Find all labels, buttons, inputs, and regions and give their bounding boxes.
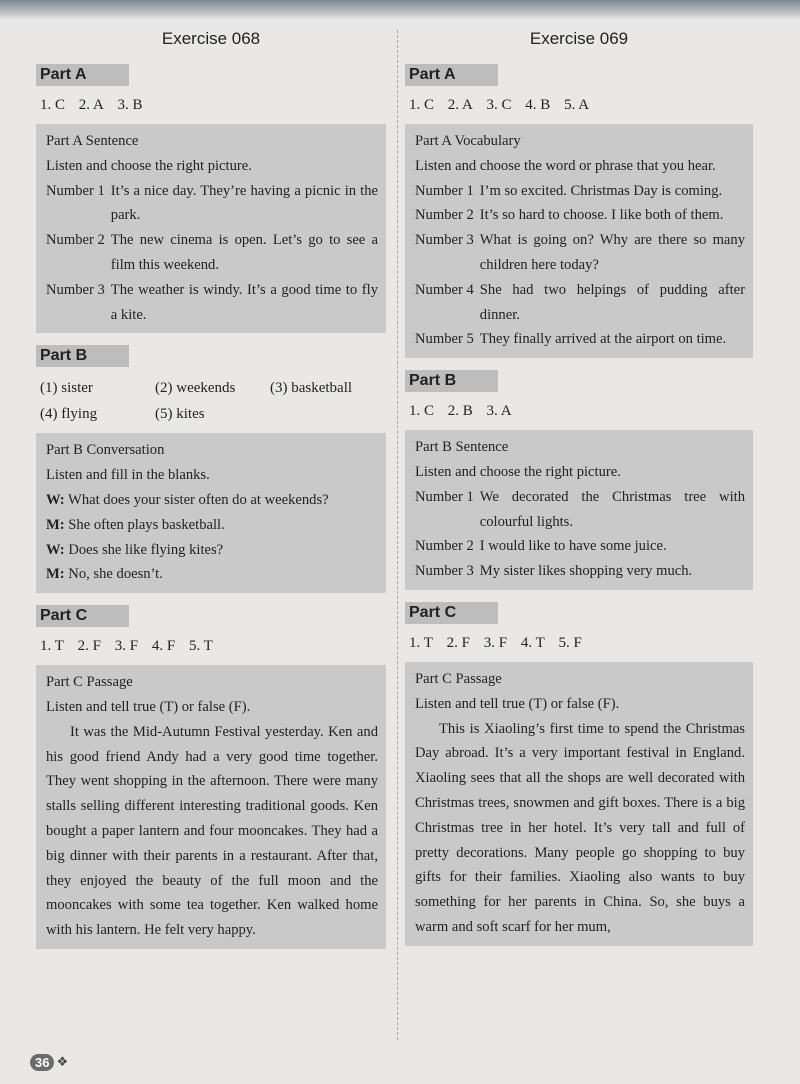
- script-item: [415, 534, 745, 559]
- line-text: No, she doesn’t.: [68, 566, 163, 583]
- script-item: [46, 278, 378, 328]
- part-c-label: Part C: [36, 605, 129, 627]
- item-text: She had two helpings of pudding after dinner.: [479, 281, 745, 323]
- part-c-answers: [409, 632, 753, 654]
- script-heading: Part A Sentence: [46, 133, 139, 149]
- answer: 2. A: [447, 97, 473, 113]
- script-heading: Part B Sentence: [415, 439, 509, 456]
- exercise-title: Exercise 068: [161, 29, 261, 48]
- item-number: Number 2: [46, 232, 105, 249]
- answer: 3. F: [114, 638, 139, 655]
- exercise-068-column: [36, 28, 386, 959]
- part-c-script: [405, 662, 753, 946]
- script-item: [415, 203, 745, 228]
- passage-text: This is Xiaoling’s first time to spend the Christmas Day abroad. It’s a very important festival in England. Xiaoling sees that all the shops are well decorated with Christmas trees, snowmen and gift boxes. There is a big Christmas tree in her hotel. It’s very tall and full of pretty decorations. Many people go shopping to buy gifts for their families. Xiaoling also wants to buy something for her parents in China. So, she buys a warm and soft scarf for her mum,: [415, 720, 745, 935]
- item-number: Number 4: [415, 281, 474, 298]
- answer: 4. F: [151, 638, 176, 655]
- script-heading: Part C Passage: [415, 670, 502, 687]
- dialogue-line: [46, 488, 378, 513]
- answer: 4. T: [520, 634, 545, 651]
- script-item: [46, 179, 378, 229]
- item-number: Number 1: [415, 488, 474, 505]
- item-number: Number 3: [415, 563, 474, 580]
- column-divider: [397, 30, 398, 1040]
- answer: (4) flying: [40, 406, 98, 423]
- answer: 1. T: [409, 634, 433, 651]
- part-b-answers: [409, 400, 753, 422]
- page-footer: [30, 1050, 69, 1074]
- part-a-answers: [40, 94, 386, 116]
- part-b-answers: [40, 377, 386, 425]
- part-c-label: Part C: [405, 602, 498, 624]
- script-item: [415, 327, 745, 352]
- part-a-label: Part A: [405, 64, 498, 86]
- answer: 2. F: [77, 638, 101, 655]
- item-text: It’s so hard to choose. I like both of them.: [479, 207, 724, 224]
- line-text: What does your sister often do at weekends?: [68, 491, 329, 508]
- answer: (5) kites: [155, 406, 205, 423]
- script-instruction: Listen and choose the right picture.: [415, 463, 621, 480]
- part-a-answers: [409, 94, 753, 116]
- speaker: W:: [46, 491, 65, 508]
- part-b-label: Part B: [405, 370, 498, 392]
- part-a-script: [36, 124, 386, 333]
- item-number: Number 1: [46, 182, 105, 199]
- item-text: The new cinema is open. Let’s go to see a film this weekend.: [110, 232, 378, 273]
- exercise-069-column: [405, 28, 753, 956]
- item-number: Number 2: [415, 538, 474, 555]
- item-text: They finally arrived at the airport on time.: [479, 331, 727, 348]
- item-text: It’s a nice day. They’re having a picnic in the park.: [110, 182, 378, 224]
- answer: 3. C: [486, 97, 512, 113]
- script-item: [415, 228, 745, 278]
- part-c-script: [36, 665, 386, 949]
- answer: 1. C: [40, 97, 66, 113]
- script-instruction: Listen and tell true (T) or false (F).: [415, 695, 620, 712]
- exercise-title: Exercise 069: [529, 29, 629, 48]
- part-a-label: Part A: [36, 64, 129, 86]
- answer: (1) sister: [40, 380, 93, 397]
- item-number: Number 3: [415, 232, 474, 249]
- item-text: I would like to have some juice.: [479, 538, 667, 555]
- item-text: We decorated the Christmas tree with colourful lights.: [479, 488, 745, 530]
- item-number: Number 5: [415, 331, 474, 348]
- answer: (2) weekends: [155, 380, 236, 397]
- script-instruction: Listen and choose the word or phrase that you hear.: [415, 157, 716, 174]
- item-text: My sister likes shopping very much.: [479, 563, 693, 580]
- speaker: M:: [46, 516, 65, 533]
- part-b-script: [405, 430, 753, 590]
- script-item: [46, 228, 378, 278]
- answer: 2. F: [446, 634, 470, 651]
- script-item: [415, 559, 745, 584]
- answer: 3. B: [117, 97, 143, 113]
- item-text: I’m so excited. Christmas Day is coming.: [479, 182, 723, 199]
- page-number: 36: [30, 1054, 54, 1071]
- dialogue-line: [46, 513, 378, 538]
- answer: 5. T: [188, 638, 213, 655]
- answer: 5. A: [564, 97, 590, 113]
- item-number: Number 2: [415, 207, 474, 224]
- part-c-answers: [40, 635, 386, 657]
- script-heading: Part A Vocabulary: [415, 133, 521, 149]
- part-b-label: Part B: [36, 345, 129, 367]
- answer: 5. F: [558, 634, 582, 651]
- dialogue-line: [46, 538, 378, 563]
- item-text: The weather is windy. It’s a good time to fly a kite.: [110, 281, 378, 323]
- item-text: What is going on? Why are there so many children here today?: [479, 232, 745, 273]
- passage-text: It was the Mid-Autumn Festival yesterday. Ken and his good friend Andy had a very good time together. They went shopping in the afternoon. There were many stalls selling different interesting traditional goods. Ken bought a paper lantern and four mooncakes. They had a big dinner with their parents in a restaurant. After that, they enjoyed the beauty of the full moon and the mooncakes with some tea together. Ken walked home with his lantern. He felt very happy.: [46, 723, 378, 939]
- answer: 1. C: [409, 403, 435, 420]
- line-text: She often plays basketball.: [68, 516, 225, 533]
- speaker: W:: [46, 541, 65, 558]
- answer: 1. T: [40, 638, 64, 655]
- answer: 1. C: [409, 97, 435, 113]
- script-item: [415, 179, 745, 204]
- part-a-script: [405, 124, 753, 358]
- answer: 4. B: [525, 97, 551, 113]
- script-item: [415, 485, 745, 535]
- answer: 3. A: [486, 403, 512, 420]
- script-instruction: Listen and tell true (T) or false (F).: [46, 698, 251, 715]
- part-b-script: [36, 433, 386, 593]
- page-ornament-icon: ❖: [56, 1054, 69, 1069]
- item-number: Number 1: [415, 182, 474, 199]
- script-heading: Part C Passage: [46, 674, 133, 691]
- answer: 2. B: [447, 403, 473, 420]
- script-heading: Part B Conversation: [46, 442, 165, 459]
- answer: 3. F: [483, 634, 508, 651]
- dialogue-line: [46, 562, 378, 587]
- answer: (3) basketball: [270, 380, 353, 397]
- answer: 2. A: [78, 97, 104, 113]
- line-text: Does she like flying kites?: [68, 541, 224, 558]
- speaker: M:: [46, 566, 65, 583]
- top-torn-band: [0, 0, 800, 20]
- script-instruction: Listen and fill in the blanks.: [46, 467, 210, 484]
- script-instruction: Listen and choose the right picture.: [46, 157, 252, 174]
- script-item: [415, 278, 745, 328]
- item-number: Number 3: [46, 281, 105, 298]
